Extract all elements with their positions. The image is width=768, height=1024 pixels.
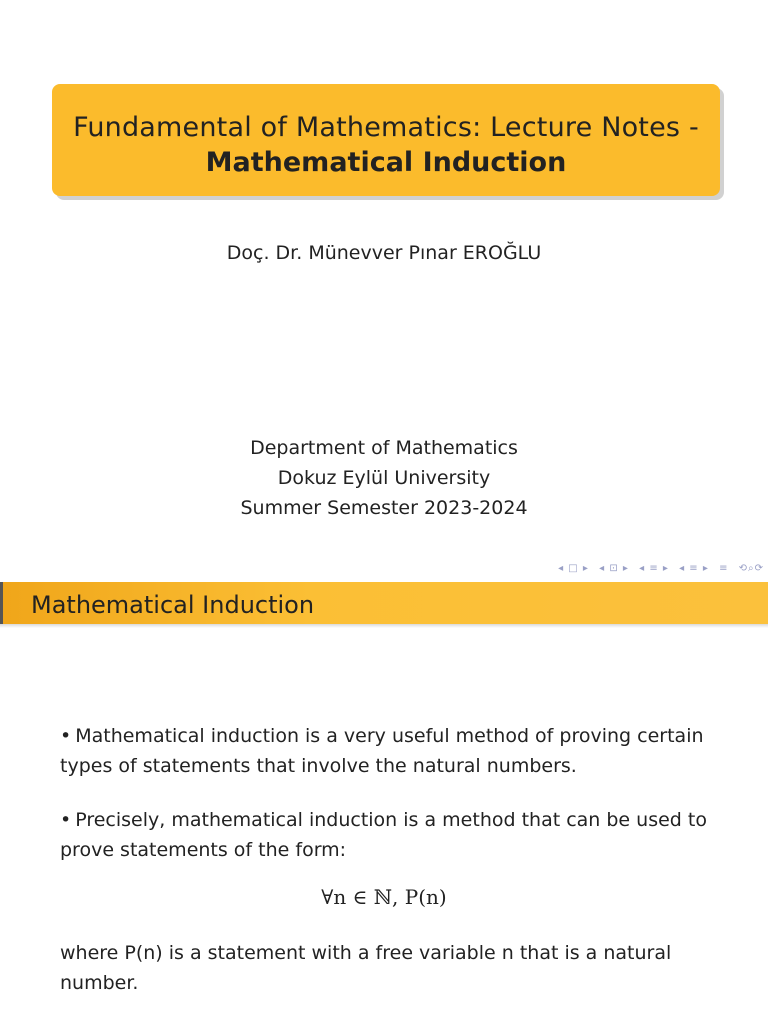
nav-search-icon[interactable]: ⟲⌕⟳ (738, 563, 764, 574)
formula: ∀n ∈ ℕ, P(n) (321, 885, 447, 909)
nav-section-icon[interactable]: ◂ ≡ ▸ (639, 563, 669, 574)
frame-title-bar (0, 582, 768, 624)
title-box (52, 84, 720, 196)
content-slide (0, 580, 768, 1024)
paragraph-1-text: Mathematical induction is a very useful method of proving certain types of statements that involve the natural numbers. (60, 725, 704, 777)
bullet-icon: • (60, 809, 72, 831)
nav-subsection-list-icon[interactable]: ◂ ≡ ▸ (679, 563, 709, 574)
navigation-symbols[interactable] (552, 563, 764, 574)
paragraph-3: where P(n) is a statement with a free variable n that is a natural number. (60, 942, 672, 994)
semester: Summer Semester 2023-2024 (240, 497, 528, 519)
paragraph-2 (60, 805, 720, 865)
nav-subsection-icon[interactable]: ◂ ⊡ ▸ (599, 563, 629, 574)
author-name: Doç. Dr. Münevver Pınar EROĞLU (226, 242, 542, 264)
frame-bar-shadow (0, 624, 768, 628)
paragraph-1 (60, 721, 720, 781)
university: Dokuz Eylül University (277, 467, 491, 489)
paragraph-2-text: Precisely, mathematical induction is a method that can be used to prove statements of the form: (60, 809, 707, 861)
department: Department of Mathematics (250, 437, 518, 459)
frame-title: Mathematical Induction (31, 591, 315, 619)
nav-toc-icon[interactable]: ≡ (719, 563, 729, 574)
title-line-2: Mathematical Induction (205, 147, 567, 178)
title-line-1: Fundamental of Mathematics: Lecture Notes - (73, 112, 699, 143)
nav-frame-icon[interactable]: ◂ □ ▸ (558, 563, 589, 574)
bullet-icon: • (60, 725, 72, 747)
